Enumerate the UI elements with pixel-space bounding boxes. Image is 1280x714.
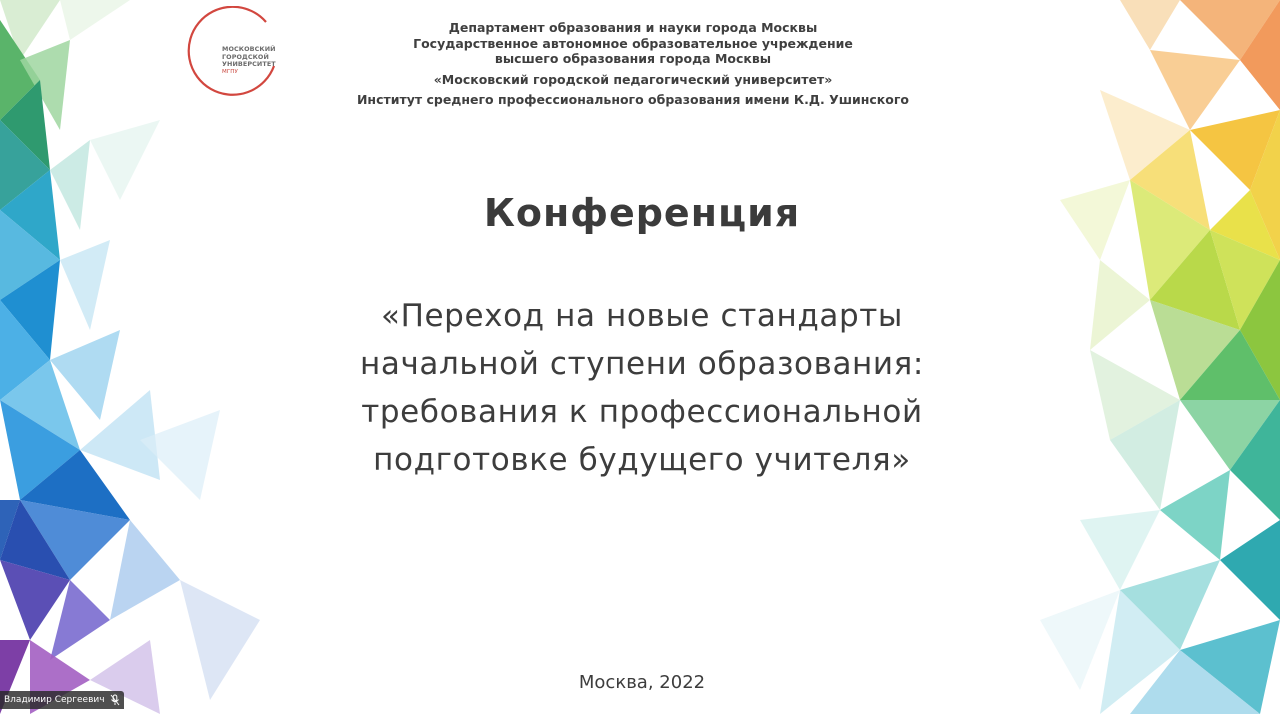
conference-topic: [260, 292, 1024, 484]
logo-line: МОСКОВСКИЙ: [222, 45, 276, 53]
participant-name-tag[interactable]: [0, 691, 124, 709]
header-line: Институт среднего профессионального образования имени К.Д. Ушинского: [356, 92, 910, 108]
header-line: высшего образования города Москвы: [494, 51, 772, 67]
right-polygon-decoration: [980, 0, 1280, 714]
left-polygon-decoration: [0, 0, 300, 714]
participant-name: Владимир Сергеевич: [4, 695, 105, 705]
topic-line: подготовке будущего учителя»: [373, 442, 911, 478]
header-line: Государственное автономное образовательное учреждение: [413, 35, 853, 51]
institution-header: [300, 20, 966, 108]
logo-text: [222, 46, 276, 76]
university-logo: [186, 6, 280, 100]
topic-line: требования к профессиональной: [361, 394, 923, 430]
mic-muted-icon[interactable]: [110, 694, 120, 706]
logo-line: УНИВЕРСИТЕТ: [222, 60, 276, 69]
topic-line: начальной ступени образования:: [360, 346, 924, 382]
logo-line: ГОРОДСКОЙ: [222, 52, 269, 61]
header-line: «Московский городской педагогический университет»: [433, 71, 833, 87]
logo-abbr: МГПУ: [222, 68, 238, 75]
slide-title: Конференция: [483, 191, 801, 235]
topic-line: «Переход на новые стандарты: [381, 298, 903, 334]
slide-footer: Москва, 2022: [578, 672, 706, 693]
header-line: Департамент образования и науки города Москвы: [448, 20, 818, 35]
